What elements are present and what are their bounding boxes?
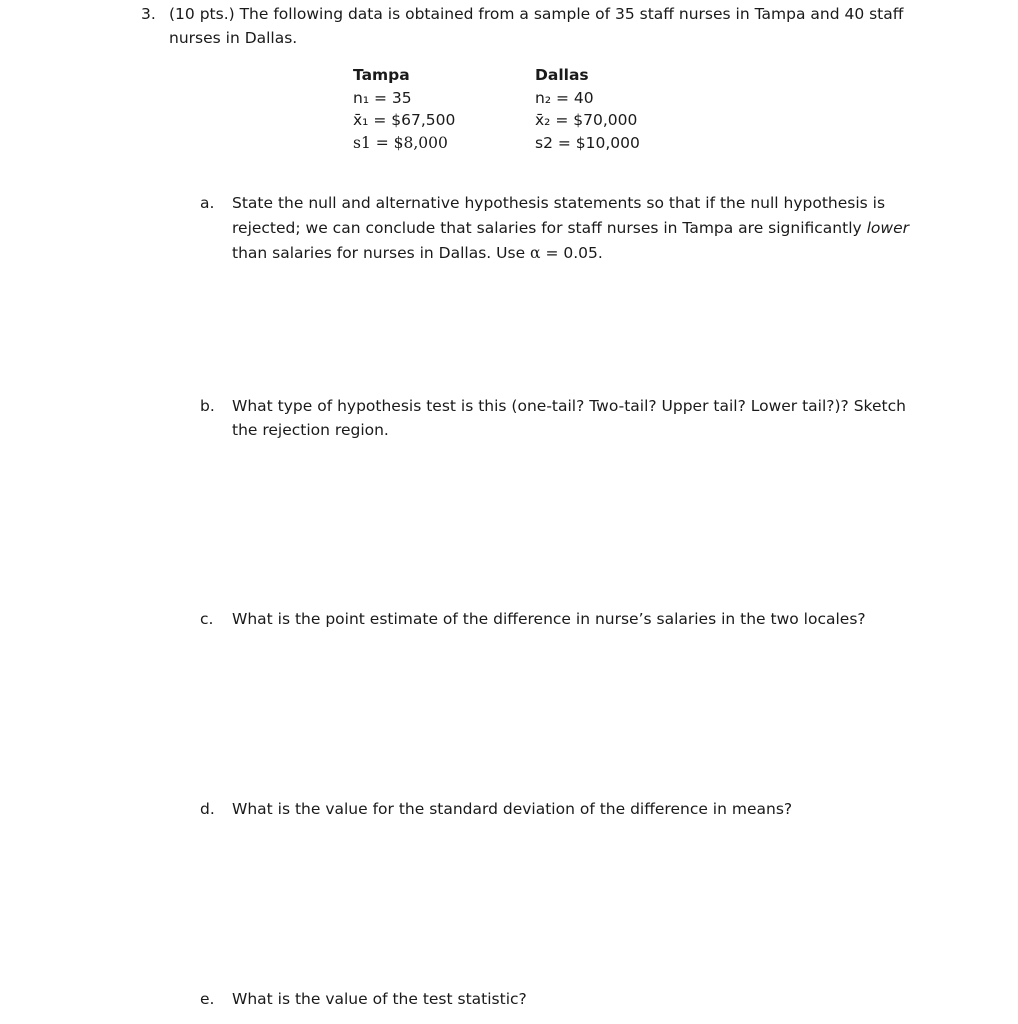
part-b-text: What type of hypothesis test is this (one-tail? Two-tail? Upper tail? Lower tail?)? Sketch the rejection region. [232,397,906,439]
part-a-letter: a. [200,194,215,212]
question-line-2: nurses in Dallas. [169,29,298,47]
part-a-text [232,191,912,266]
part-c-text: What is the point estimate of the difference in nurse’s salaries in the two locales? [232,610,866,628]
part-a-text-1: State the null and alternative hypothesis statements so that if the null hypothesis is rejected; we can conclude that salaries for staff nurses in Tampa are significantly [232,194,886,237]
dallas-sd: s2 = $10,000 [535,134,640,152]
part-b-letter: b. [200,397,215,415]
part-a-emphasis: lower [866,219,910,237]
tampa-sd: s1 = $8,000 [353,134,448,152]
tampa-n: n₁ = 35 [353,89,412,107]
question-text [169,2,909,50]
question-number: 3. [141,5,156,23]
part-e-text: What is the value of the test statistic? [232,990,527,1008]
dallas-header: Dallas [535,66,589,84]
tampa-mean: x̄₁ = $67,500 [353,111,456,129]
part-d-text: What is the value for the standard deviation of the difference in means? [232,800,793,818]
part-d-letter: d. [200,800,215,818]
part-a-text-3: = 0.05. [540,244,603,262]
part-a-text-2: than salaries for nurses in Dallas. Use [232,244,531,262]
tampa-header: Tampa [353,66,410,84]
question-line-1: (10 pts.) The following data is obtained from a sample of 35 staff nurses in Tampa and 40 staff [169,5,904,23]
part-e-letter: e. [200,990,215,1008]
alpha-symbol: α [530,244,541,262]
part-c-letter: c. [200,610,214,628]
dallas-n: n₂ = 40 [535,89,594,107]
dallas-mean: x̄₂ = $70,000 [535,111,638,129]
